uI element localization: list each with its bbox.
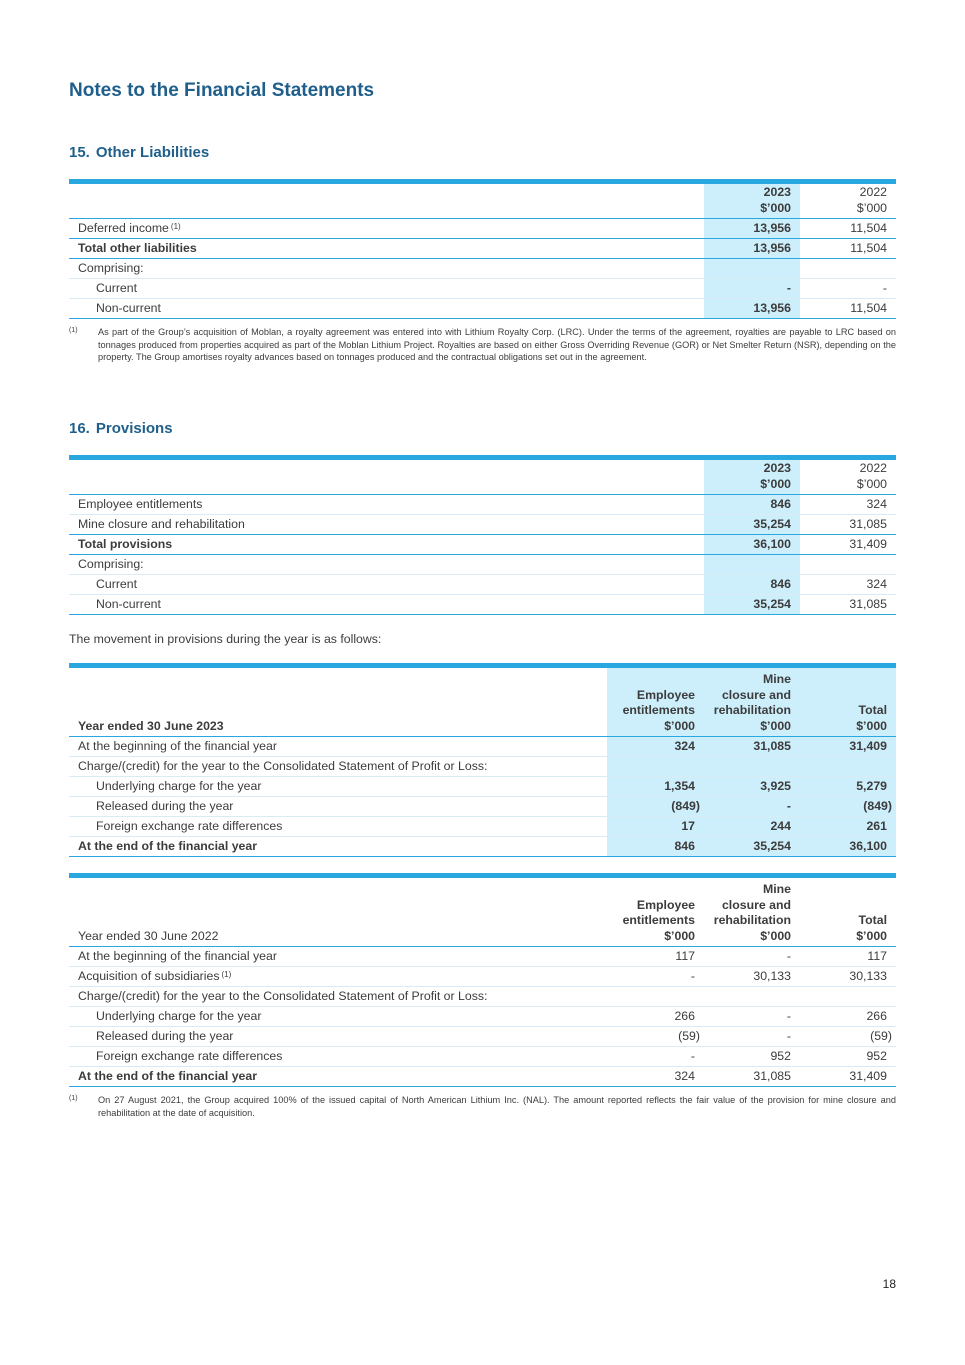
table-row: Current 846 324	[69, 575, 896, 595]
page-number: 18	[882, 1277, 896, 1291]
table-row: Current - -	[69, 279, 896, 299]
movement-2023-heading: Year ended 30 June 2023	[69, 666, 607, 737]
table-row-total: At the end of the financial year 324 31,085 31,409	[69, 1067, 896, 1087]
table-row: Foreign exchange rate differences 17 244 261	[69, 817, 896, 837]
col-mine-closure-header: Mine closure and rehabilitation $’000	[704, 666, 800, 737]
movement-intro: The movement in provisions during the year is as follows:	[69, 632, 382, 646]
col-total-header: Total $’000	[800, 666, 896, 737]
movement-2023-table	[69, 663, 896, 857]
table-row-total: Total provisions 36,100 31,409	[69, 535, 896, 555]
movement-2022-heading: Year ended 30 June 2022	[69, 876, 607, 947]
table-row: Underlying charge for the year 266 - 266	[69, 1007, 896, 1027]
table-row: Released during the year (849) - (849)	[69, 797, 896, 817]
footnote: (1) On 27 August 2021, the Group acquired 100% of the issued capital of North American Lithium Inc. (NAL). The amount reported reflects the fair value of the provision for mine closure and rehabilitation at the date of acquisition.	[69, 1095, 896, 1118]
table-row: Comprising:	[69, 259, 896, 279]
movement-2022-table	[69, 873, 896, 1087]
table-header-row	[69, 182, 896, 219]
note-15-title: 15. Other Liabilities	[69, 144, 210, 161]
table-row: At the beginning of the financial year 117 - 117	[69, 947, 896, 967]
note-16-section	[69, 420, 896, 1119]
table-header-row	[69, 458, 896, 495]
table-row: At the beginning of the financial year 324 31,085 31,409	[69, 737, 896, 757]
table-row: Non-current 35,254 31,085	[69, 595, 896, 615]
col-2023-header: 2023 $’000	[704, 458, 800, 495]
note-16-title: 16. Provisions	[69, 420, 173, 437]
table-row: Deferred income $^{(1)}$ 13,956 11,504	[69, 219, 896, 239]
table-header-row	[69, 876, 896, 947]
provisions-table	[69, 455, 896, 615]
table-row: Non-current 13,956 11,504	[69, 299, 896, 319]
table-row: Comprising:	[69, 555, 896, 575]
col-2022-header: 2022 $’000	[800, 458, 896, 495]
page-title: Notes to the Financial Statements	[69, 80, 375, 101]
col-employee-header: Employee entitlements $’000	[607, 876, 704, 947]
table-row: Mine closure and rehabilitation 35,254 31,085	[69, 515, 896, 535]
col-employee-header: Employee entitlements $’000	[607, 666, 704, 737]
table-row: Employee entitlements 846 324	[69, 495, 896, 515]
other-liabilities-table	[69, 179, 896, 319]
table-row: Foreign exchange rate differences - 952 952	[69, 1047, 896, 1067]
footnote: (1) As part of the Group’s acquisition of Moblan, a royalty agreement was entered into with Lithium Royalty Corp. (LRC). Under the terms of the agreement, royalties are payable to LRC based on tonnages produced from properties acquired as part of the Moblan Lithium Project. Royalties are based on either Gross Overriding Revenue (GOR) or Net Smelter Return (NSR), depending on the property. The Group amortises royalty advances based on tonnages produced and the contractual obligations set out in the agreement.	[69, 327, 896, 363]
table-row-total: At the end of the financial year 846 35,254 36,100	[69, 837, 896, 857]
table-row: Charge/(credit) for the year to the Consolidated Statement of Profit or Loss:	[69, 987, 896, 1007]
col-2022-header: 2022 $’000	[800, 182, 896, 219]
table-row-total: Total other liabilities 13,956 11,504	[69, 239, 896, 259]
table-header-row	[69, 666, 896, 737]
table-row: Released during the year (59) - (59)	[69, 1027, 896, 1047]
note-15-section	[69, 144, 896, 364]
table-row: Charge/(credit) for the year to the Consolidated Statement of Profit or Loss:	[69, 757, 896, 777]
col-2023-header: 2023 $’000	[704, 182, 800, 219]
col-total-header: Total $’000	[800, 876, 896, 947]
table-row: Underlying charge for the year 1,354 3,925 5,279	[69, 777, 896, 797]
col-mine-closure-header: Mine closure and rehabilitation $’000	[704, 876, 800, 947]
table-row: Acquisition of subsidiaries $^{(1)}$ - 30,133 30,133	[69, 967, 896, 987]
